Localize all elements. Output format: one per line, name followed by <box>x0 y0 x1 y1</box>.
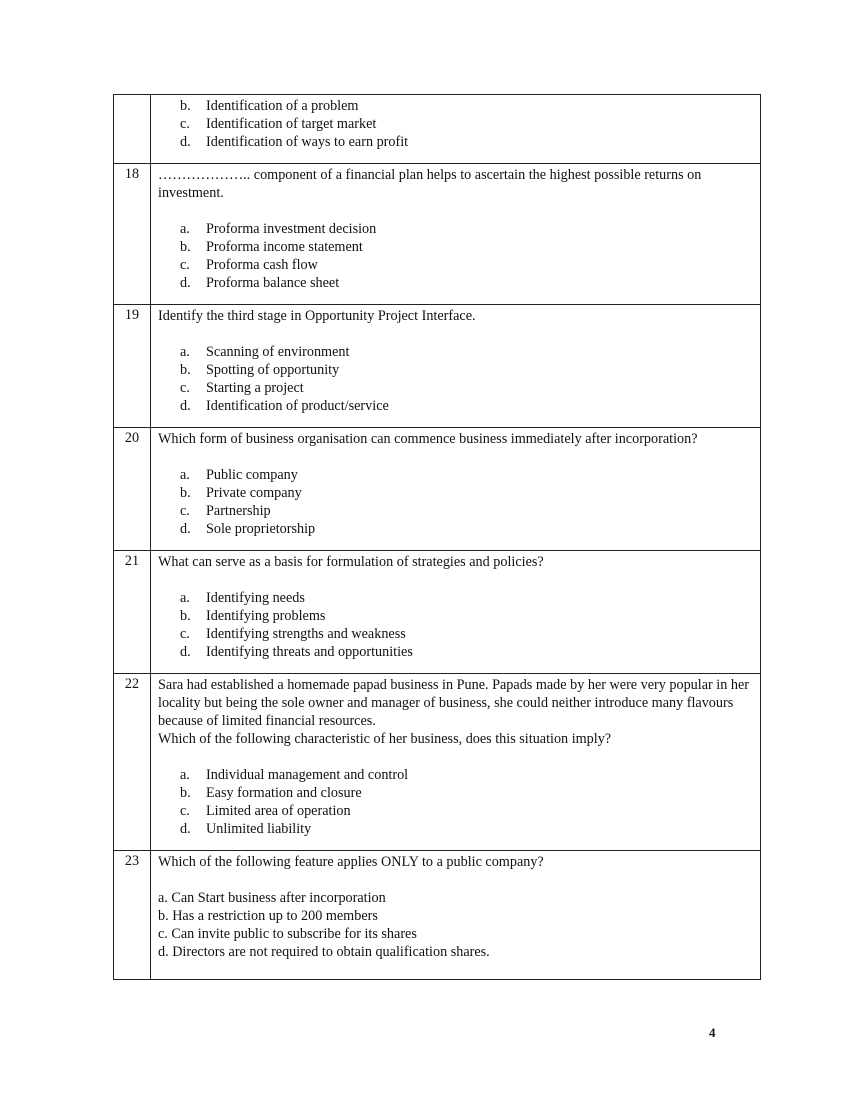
question-row-22 <box>114 674 761 851</box>
option-letter: a. <box>180 590 190 606</box>
question-number: 22 <box>114 674 151 851</box>
question-text: Which form of business organisation can commence business immediately after incorporation? <box>158 431 698 447</box>
option-letter: b. <box>180 98 191 114</box>
option-text: Identifying needs <box>206 590 305 606</box>
option-text: Sole proprietorship <box>206 521 316 537</box>
option-item: c. Can invite public to subscribe for its shares <box>158 926 417 942</box>
option-item: a. Can Start business after incorporation <box>158 890 386 906</box>
option-text: Identification of product/service <box>206 398 389 414</box>
option-item <box>180 220 754 238</box>
question-text: Identify the third stage in Opportunity Project Interface. <box>158 308 476 324</box>
question-body <box>151 305 761 428</box>
option-item <box>180 484 754 502</box>
option-letter: c. <box>180 257 190 273</box>
option-item <box>180 520 754 538</box>
option-text: Proforma balance sheet <box>206 275 340 291</box>
option-text: Identifying problems <box>206 608 326 624</box>
option-text: Proforma investment decision <box>206 221 377 237</box>
option-text: Identification of target market <box>206 116 377 132</box>
option-item: d. Directors are not required to obtain qualification shares. <box>158 944 490 960</box>
option-text: Spotting of opportunity <box>206 362 340 378</box>
option-item <box>180 97 754 115</box>
question-text: Which of the following feature applies ONLY to a public company? <box>158 854 544 870</box>
option-list <box>158 220 754 292</box>
option-text: Starting a project <box>206 380 304 396</box>
question-row-23 <box>114 851 761 980</box>
option-letter: d. <box>180 644 191 660</box>
option-text: Scanning of environment <box>206 344 350 360</box>
option-item <box>180 343 754 361</box>
question-text: ……………….. component of a financial plan helps to ascertain the highest possible returns on investment. <box>158 167 702 201</box>
option-item: b. Has a restriction up to 200 members <box>158 908 378 924</box>
option-item <box>180 802 754 820</box>
option-letter: a. <box>180 221 190 237</box>
option-text: Public company <box>206 467 298 483</box>
option-item <box>180 466 754 484</box>
option-text: Identifying threats and opportunities <box>206 644 413 660</box>
option-item <box>180 238 754 256</box>
option-text: Identification of ways to earn profit <box>206 134 409 150</box>
option-letter: d. <box>180 521 191 537</box>
option-letter: c. <box>180 503 190 519</box>
option-item <box>180 379 754 397</box>
option-letter: b. <box>180 362 191 378</box>
option-letter: c. <box>180 380 190 396</box>
option-letter: d. <box>180 134 191 150</box>
option-letter: c. <box>180 803 190 819</box>
option-text: Easy formation and closure <box>206 785 362 801</box>
question-row-20 <box>114 428 761 551</box>
option-text: Unlimited liability <box>206 821 312 837</box>
option-item <box>180 274 754 292</box>
option-item <box>180 589 754 607</box>
option-text: Partnership <box>206 503 271 519</box>
option-letter: d. <box>180 275 191 291</box>
option-item <box>180 397 754 415</box>
option-letter: c. <box>180 116 190 132</box>
question-body <box>151 428 761 551</box>
question-row-19 <box>114 305 761 428</box>
question-row-continued <box>114 95 761 164</box>
option-text: Private company <box>206 485 302 501</box>
option-letter: d. <box>180 821 191 837</box>
option-letter: a. <box>180 467 190 483</box>
option-list <box>158 889 754 961</box>
question-text: Sara had established a homemade papad business in Pune. Papads made by her were very popular in her locality but being the sole owner and manager of business, she could neither introduce many flavours because of limited financial resources. <box>158 677 749 729</box>
option-item <box>180 256 754 274</box>
question-number: 21 <box>114 551 151 674</box>
question-body <box>151 164 761 305</box>
option-item <box>180 361 754 379</box>
option-item <box>180 115 754 133</box>
option-list <box>158 766 754 838</box>
question-number: 20 <box>114 428 151 551</box>
page-number: 4 <box>709 1025 716 1040</box>
option-item <box>180 820 754 838</box>
question-body <box>151 674 761 851</box>
option-text: Limited area of operation <box>206 803 351 819</box>
option-text: Identifying strengths and weakness <box>206 626 406 642</box>
option-item <box>180 607 754 625</box>
option-item <box>180 133 754 151</box>
question-row-21 <box>114 551 761 674</box>
question-body <box>151 851 761 980</box>
option-letter: c. <box>180 626 190 642</box>
option-list <box>158 343 754 415</box>
option-letter: a. <box>180 344 190 360</box>
question-body <box>151 551 761 674</box>
option-letter: b. <box>180 608 191 624</box>
question-text-2: Which of the following characteristic of her business, does this situation imply? <box>158 731 612 747</box>
option-item <box>180 643 754 661</box>
option-item <box>180 625 754 643</box>
option-text: Proforma income statement <box>206 239 363 255</box>
option-letter: b. <box>180 239 191 255</box>
option-letter: a. <box>180 767 190 783</box>
option-text: Individual management and control <box>206 767 409 783</box>
questions-table <box>113 94 761 980</box>
option-text: Proforma cash flow <box>206 257 318 273</box>
option-item <box>180 784 754 802</box>
question-number: 19 <box>114 305 151 428</box>
option-list <box>158 97 754 151</box>
question-number: 23 <box>114 851 151 980</box>
question-number-cell <box>114 95 151 164</box>
option-letter: d. <box>180 398 191 414</box>
question-number: 18 <box>114 164 151 305</box>
question-text: What can serve as a basis for formulation of strategies and policies? <box>158 554 544 570</box>
option-text: Identification of a problem <box>206 98 359 114</box>
option-list <box>158 589 754 661</box>
question-row-18 <box>114 164 761 305</box>
question-body <box>151 95 761 164</box>
option-item <box>180 502 754 520</box>
option-item <box>180 766 754 784</box>
option-letter: b. <box>180 785 191 801</box>
option-list <box>158 466 754 538</box>
option-letter: b. <box>180 485 191 501</box>
